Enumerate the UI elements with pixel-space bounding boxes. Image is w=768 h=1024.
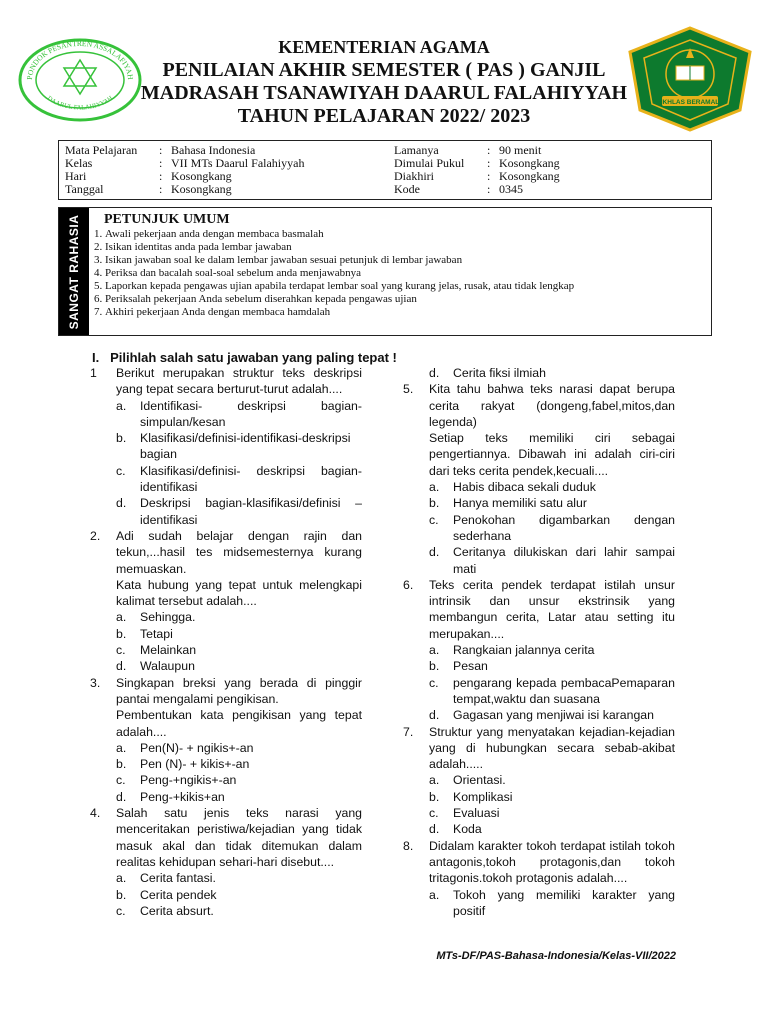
- title-line-2: PENILAIAN AKHIR SEMESTER ( PAS ) GANJIL: [162, 59, 606, 81]
- option-letter: c.: [116, 643, 126, 658]
- info-label: Dimulai Pukul: [394, 156, 465, 170]
- svg-text:DAARUL FALAHIYYAH: [46, 95, 115, 112]
- instructions-title: PETUNJUK UMUM: [104, 212, 230, 227]
- option-text: Gagasan yang menjiwai isi karangan: [453, 708, 654, 723]
- option-text: Cerita pendek: [140, 887, 217, 902]
- option-text: Habis dibaca sekali duduk: [453, 480, 596, 495]
- option-text: Rangkaian jalannya cerita: [453, 643, 595, 658]
- option-text: Koda: [453, 822, 482, 837]
- section-heading: [92, 350, 397, 365]
- option-letter: b.: [116, 887, 127, 902]
- option-letter: d.: [116, 496, 127, 511]
- kemenag-logo: [626, 26, 754, 132]
- info-value: VII MTs Daarul Falahiyyah: [171, 156, 305, 170]
- question-number: 8.: [403, 838, 414, 853]
- question-text: Kita tahu bahwa teks narasi dapat berupa cerita rakyat (dongeng,fabel,mitos,dan legenda): [429, 382, 675, 429]
- question-3: [90, 675, 362, 805]
- question-number: 3.: [90, 675, 101, 690]
- option-letter: c.: [429, 806, 439, 821]
- info-label: Tanggal: [65, 182, 104, 196]
- info-label: Hari: [65, 169, 87, 183]
- option-letter: c.: [429, 675, 439, 690]
- option-text: Klasifikasi/definisi- deskripsi bagian-identifikasi: [140, 463, 362, 495]
- confidential-label: SANGAT RAHASIA: [67, 214, 81, 330]
- section-title: Pilihlah salah satu jawaban yang paling tepat !: [110, 350, 397, 365]
- question-7: [403, 724, 675, 838]
- option-letter: c.: [116, 773, 126, 788]
- question-2: [90, 528, 362, 675]
- option-text: Pesan: [453, 659, 488, 674]
- option-letter: a.: [429, 887, 440, 902]
- questions-left-column: [90, 365, 362, 919]
- page-footer: MTs-DF/PAS-Bahasa-Indonesia/Kelas-VII/2022: [436, 950, 676, 962]
- info-value: 0345: [499, 182, 523, 196]
- option-letter: c.: [116, 463, 126, 478]
- option-letter: b.: [429, 496, 440, 511]
- option-text: Tokoh yang memiliki karakter yang positif: [453, 887, 675, 918]
- info-label: Kelas: [65, 156, 93, 170]
- question-text: Berikut merupakan struktur teks deskripsi yang tepat secara berturut-turut adalah....: [116, 366, 362, 397]
- info-label: Mata Pelajaran: [65, 143, 138, 157]
- logo-left-text: PONDOK PESANTREN ASSALAFIYAH: [24, 38, 136, 81]
- option-text: Ceritanya dilukiskan dari lahir sampai mati: [453, 545, 675, 576]
- instruction-item: 1. Awali pekerjaan anda dengan membaca basmalah: [105, 228, 574, 241]
- question-text: Didalam karakter tokoh terdapat istilah tokoh antagonis,tokoh protagonis,dan tokoh tritagonis.tokoh protagonis adalah....: [429, 838, 675, 886]
- option-letter: a.: [429, 773, 440, 788]
- option-text: Cerita fantasi.: [140, 871, 216, 886]
- questions-right-column: [403, 365, 675, 919]
- question-5: [403, 381, 675, 577]
- option-letter: b.: [429, 789, 440, 804]
- option-text: pengarang kepada pembacaPemaparan tempat,waktu dan suasana: [453, 675, 675, 706]
- info-value: 90 menit: [499, 143, 542, 157]
- logo-right-text: IKHLAS BERAMAL: [660, 99, 720, 106]
- info-label: Diakhiri: [394, 169, 434, 183]
- info-value: Kosongkang: [171, 169, 232, 183]
- info-value: Bahasa Indonesia: [171, 143, 256, 157]
- title-line-4: TAHUN PELAJARAN 2022/ 2023: [237, 105, 531, 127]
- question-1: [90, 365, 362, 528]
- info-value: Kosongkang: [171, 182, 232, 196]
- question-number: 6.: [403, 577, 414, 592]
- question-text: Salah satu jenis teks narasi yang menceritakan peristiwa/kejadian yang tidak masuk akal dan tidak ditemukan dalam realitas kehidupan sehari-hari disebut....: [116, 806, 362, 869]
- option-letter: d.: [116, 659, 127, 674]
- info-value: Kosongkang: [499, 169, 560, 183]
- logo-left-bottom: DAARUL FALAHIYYAH: [45, 94, 115, 112]
- question-text: Struktur yang menyatakan kejadian-kejadian yang di hubungkan secara sebab-akibat adalah.....: [429, 724, 675, 772]
- option-letter: a.: [116, 398, 127, 413]
- option-text: Deskripsi bagian-klasifikasi/definisi – identifikasi: [140, 496, 362, 527]
- title-line-3: MADRASAH TSANAWIYAH DAARUL FALAHIYYAH: [140, 82, 628, 104]
- option-text: Melainkan: [140, 643, 197, 658]
- info-label: Lamanya: [394, 143, 439, 157]
- option-letter: a.: [429, 480, 440, 495]
- document-title: [138, 36, 630, 128]
- option-text: Cerita fiksi ilmiah: [453, 366, 546, 380]
- info-label: Kode: [394, 182, 420, 196]
- question-text: Teks cerita pendek terdapat istilah unsur intrinsik dan unsur ekstrinsik yang membangun cerita, Latar atau setting itu merupakan....: [429, 577, 675, 641]
- option-text: Orientasi.: [453, 773, 506, 788]
- option-letter: a.: [116, 610, 127, 625]
- option-letter: d.: [429, 366, 440, 380]
- option-letter: d.: [429, 545, 440, 560]
- question-text: Kata hubung yang tepat untuk melengkapi kalimat tersebut adalah....: [116, 577, 362, 609]
- option-letter: a.: [429, 643, 440, 658]
- option-text: Evaluasi: [453, 806, 500, 821]
- option-letter: b.: [429, 659, 440, 674]
- option-letter: d.: [429, 708, 440, 723]
- option-text: Peng-+kikis+an: [140, 789, 225, 804]
- info-right-labels: [394, 144, 484, 196]
- info-value: Kosongkang: [499, 156, 560, 170]
- question-6: [403, 577, 675, 724]
- instruction-item: 4. Periksa dan bacalah soal-soal sebelum anda menjawabnya: [105, 267, 574, 280]
- option-text: Tetapi: [140, 626, 173, 641]
- question-text: Pembentukan kata pengikisan yang tepat adalah....: [116, 708, 362, 739]
- option-letter: d.: [429, 822, 440, 837]
- exam-info-box: [58, 140, 712, 200]
- option-text: Pen (N)- + kikis+-an: [140, 757, 250, 772]
- option-letter: a.: [116, 740, 127, 755]
- option-text: Komplikasi: [453, 789, 513, 804]
- option-letter: b.: [116, 757, 127, 772]
- option-text: Sehingga.: [140, 610, 196, 625]
- instruction-item: 2. Isikan identitas anda pada lembar jawaban: [105, 241, 574, 254]
- question-8: [403, 838, 675, 919]
- instruction-item: 7. Akhiri pekerjaan Anda dengan membaca hamdalah: [105, 306, 574, 319]
- instruction-item: 3. Isikan jawaban soal ke dalam lembar jawaban sesuai petunjuk di lembar jawaban: [105, 254, 574, 267]
- option-letter: b.: [116, 431, 127, 446]
- info-colons: : : : :: [159, 143, 163, 196]
- option-letter: a.: [116, 871, 127, 886]
- confidential-sidebar: [59, 208, 89, 335]
- option-letter: c.: [429, 512, 439, 527]
- option-text: Walaupun: [140, 659, 195, 674]
- option-text: Penokohan digambarkan dengan sederhana: [453, 512, 675, 543]
- question-number: 1: [90, 366, 97, 380]
- option-text: Identifikasi- deskripsi bagian-simpulan/kesan: [140, 398, 362, 429]
- option-text: Pen(N)- + ngikis+-an: [140, 740, 254, 755]
- info-right-values: [499, 144, 699, 196]
- instructions-box: [58, 207, 712, 336]
- instruction-item: 6. Periksalah pekerjaan Anda sebelum diserahkan kepada pengawas ujian: [105, 293, 574, 306]
- question-number: 5.: [403, 382, 414, 397]
- instructions-list: [89, 228, 574, 319]
- question-number: 4.: [90, 806, 101, 821]
- question-text: Adi sudah belajar dengan rajin dan tekun,...hasil tes midsemesternya kurang memuaskan.: [116, 528, 362, 576]
- instruction-item: 5. Laporkan kepada pengawas ujian apabila terdapat lembar soal yang kurang jelas, rusak, atau tidak lengkap: [105, 280, 574, 293]
- school-logo-left: [18, 38, 142, 122]
- section-number: I.: [92, 350, 100, 365]
- question-4-option-d: [429, 365, 675, 381]
- option-text: Hanya memiliki satu alur: [453, 496, 587, 511]
- info-left-labels: [65, 144, 155, 196]
- info-left-values: [171, 144, 391, 196]
- option-text: Peng-+ngikis+-an: [140, 773, 237, 788]
- question-text: Setiap teks memiliki ciri sebagai pengertiannya. Dibawah ini adalah ciri-ciri dari teks cerita pendek,kecuali....: [429, 431, 675, 478]
- question-4: [90, 805, 362, 919]
- title-line-1: KEMENTERIAN AGAMA: [278, 37, 490, 57]
- option-letter: c.: [116, 903, 126, 918]
- question-text: Singkapan breksi yang berada di pinggir pantai mengalami pengikisan.: [116, 675, 362, 706]
- info-colons: : : : :: [487, 143, 491, 196]
- question-number: 2.: [90, 528, 101, 543]
- question-number: 7.: [403, 724, 414, 739]
- option-letter: d.: [116, 789, 127, 804]
- option-letter: b.: [116, 626, 127, 641]
- option-text: Cerita absurt.: [140, 903, 214, 918]
- option-text: Klasifikasi/definisi-identifikasi-deskripsi bagian: [140, 431, 351, 462]
